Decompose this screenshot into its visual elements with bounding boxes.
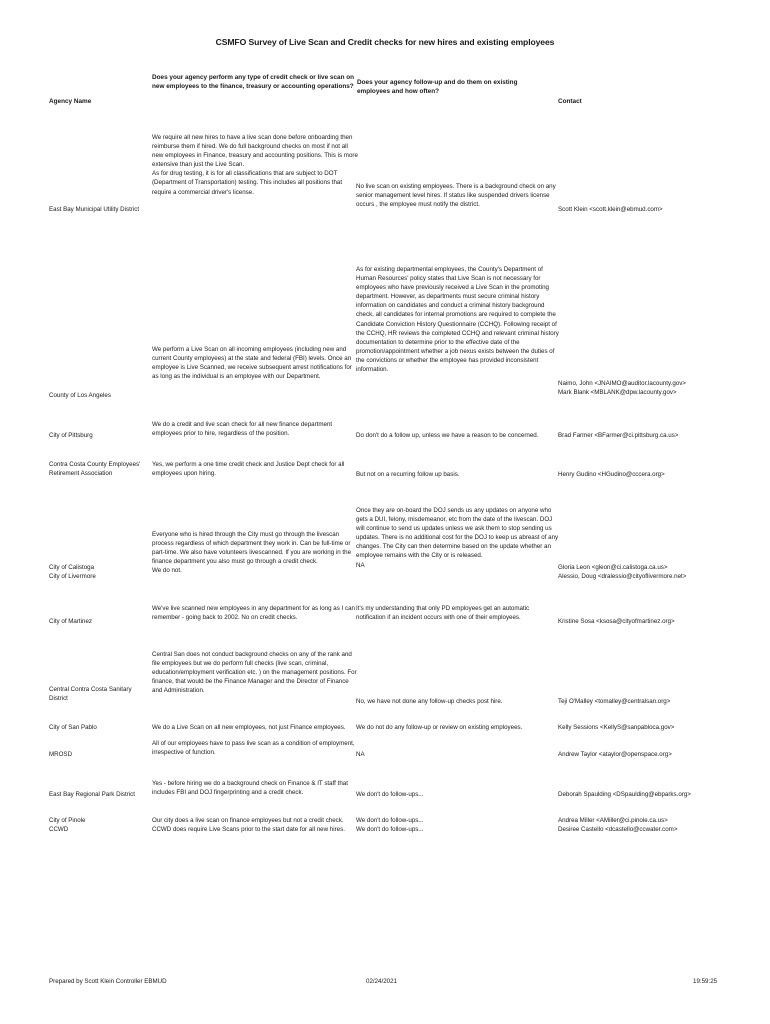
row-pinole-ccwd-q2: We don't do follow-ups... We don't do follow-ups... <box>356 817 424 834</box>
row-la-q1: We perform a Live Scan on all incoming employees (including new and current County employees) at the state and federal (FBI) levels. Once an employee is Live Scanned, we receive subsequent arrest notifications for as long as the individual is an employee with our Department. <box>152 346 352 381</box>
row-cccera-agency: Contra Costa County Employees' Retirement Association <box>49 461 141 478</box>
row-ebmud-q2: No live scan on existing employees. There is a background check on any senior management level hires. If status like suspended drivers license occurs , the employee must notify the district. <box>356 183 556 209</box>
row-ebmud-contact: Scott Klein <scott.klein@ebmud.com> <box>558 206 663 213</box>
row-martinez-q1: We've live scanned new employees in any department for as long as I can remember - going back to 2002. No on credit checks. <box>152 605 355 622</box>
header-question-1: Does your agency perform any type of credit check or live scan on new employees to the finance, treasury or accounting operations? <box>152 74 355 90</box>
row-centralsan-contact: Teji O'Malley <tomalley@centralsan.org> <box>558 698 671 705</box>
row-ebrpd-contact: Deborah Spaulding <DSpaulding@ebparks.org> <box>558 791 691 798</box>
row-calistoga-livermore-q1: Everyone who is hired through the City must go through the livescan process regardless of which department they work in. Can be full-time or part-time. We also have volunteers livescanned. If you are working in the finance department you also must go through a credit check. We do not. <box>152 531 352 575</box>
row-centralsan-q2: No, we have not done any follow-up checks post hire. <box>356 698 503 705</box>
row-ebmud-q1: We require all new hires to have a live scan done before onboarding then reimburse them if hired. We do full background checks on most if not all new employees in Finance, treasury and accounting positions. This is more extensive than just the Live Scan. As for drug testing, it is for all classifications that are subject to DOT (Department of Transportation) testing. This includes all positions that require a commercial driver's license. <box>152 134 358 196</box>
row-martinez-agency: City of Martinez <box>49 618 92 625</box>
row-pittsburg-q1: We do a credit and live scan check for all new finance department employees prior to hire, regardless of the position. <box>152 421 333 438</box>
row-cccera-q1: Yes, we perform a one time credit check and Justice Dept check for all employees upon hiring. <box>152 461 345 478</box>
row-martinez-q2: It's my understanding that only PD employees get an automatic notification if an incident occurs with one of their employees. <box>356 605 530 622</box>
row-sanpablo-agency: City of San Pablo <box>49 724 97 731</box>
footer-date: 02/24/2021 <box>366 978 397 985</box>
row-sanpablo-q2: We do not do any follow-up or review on existing employees. <box>356 724 523 731</box>
row-pittsburg-contact: Brad Farmer <BFarmer@ci.pittsburg.ca.us> <box>558 432 679 439</box>
row-cccera-q2: But not on a recurring follow up basis. <box>356 471 460 478</box>
row-sanpablo-q1: We do a Live Scan on all new employees, not just Finance employees. <box>152 724 346 731</box>
header-contact: Contact <box>558 98 582 105</box>
row-ebmud-agency: East Bay Municipal Utility District <box>49 206 140 213</box>
row-sanpablo-contact: Kelly Sessions <KellyS@sanpabloca.gov> <box>558 724 675 731</box>
row-la-agency: County of Los Angeles <box>49 392 111 399</box>
row-ebrpd-q2: We don't do follow-ups... <box>356 791 424 798</box>
row-mrosd-agency: MROSD <box>49 751 73 758</box>
row-mrosd-q1: All of our employees have to pass live scan as a condition of employment, irrespective of function. <box>152 740 355 757</box>
row-cccera-contact: Henry Gudino <HGudino@cccera.org> <box>558 471 665 478</box>
page-title: CSMFO Survey of Live Scan and Credit checks for new hires and existing employees <box>215 37 555 47</box>
row-calistoga-livermore-contact: Gloria Leon <gleon@ci.calistoga.ca.us> Alessio, Doug <dralessio@cityoflivermore.net> <box>558 564 687 581</box>
row-martinez-contact: Kristine Sosa <ksosa@cityofmartinez.org> <box>558 618 675 625</box>
row-pinole-ccwd-agency: City of Pinole CCWD <box>49 817 86 834</box>
row-la-q2: As for existing departmental employees, the County's Department of Human Resources' policy states that Live Scan is not necessary for employees who have previously received a Live Scan in the promoting department. However, as departments must secure criminal history information on candidates and conduct a criminal history background check, all candidates for internal promotions are required to complete the Candidate Conviction History Questionnaire (CCHQ). Following receipt of the CCHQ, HR reviews the completed CCHQ and relevant criminal history documentation to determine prior to the effective date of the promotion/appointment whether a job nexus exists between the duties of the convictions or whether the employee has provided inconsistent information. <box>356 266 559 374</box>
row-mrosd-q2: NA <box>356 751 365 758</box>
row-centralsan-agency: Central Contra Costa Sanitary District <box>49 686 132 703</box>
row-la-contact: Naimo, John <JNAIMO@auditor.lacounty.gov> Mark Blank <MBLANK@dpw.lacounty.gov> <box>558 380 686 397</box>
row-pinole-ccwd-contact: Andrea Miller <AMiller@ci.pinole.ca.us> Desiree Castello <dcastello@ccwater.com> <box>558 817 678 834</box>
row-pittsburg-q2: Do don't do a follow up, unless we have a reason to be concerned. <box>356 432 539 439</box>
row-pittsburg-agency: City of Pittsburg <box>49 432 93 439</box>
header-question-2: Does your agency follow-up and do them on existing employees and how often? <box>357 79 518 95</box>
row-centralsan-q1: Central San does not conduct background checks on any of the rank and file employees but we do perform full checks (live scan, criminal, education/employment verification etc. ) on the management positions. For finance, that would be the Finance Manager and the Director of Finance and Administration. <box>152 651 357 695</box>
row-mrosd-contact: Andrew Taylor <ataylor@openspace.org> <box>558 751 672 758</box>
row-ebrpd-q1: Yes - before hiring we do a background check on Finance & IT staff that includes FBI and DOJ fingerprinting and a credit check. <box>152 780 348 797</box>
row-pinole-ccwd-q1: Our city does a live scan on finance employees but not a credit check. CCWD does require Live Scans prior to the start date for all new hires. <box>152 817 345 834</box>
row-calistoga-livermore-q2: Once they are on-board the DOJ sends us any updates on anyone who gets a DUI, felony, misdemeanor, etc from the date of the livescan. DOJ will continue to send us updates unless we ask them to stop sending us updates. There is no additional cost for the DOJ to keep us abreast of any changes. The City can then determine based on the update whether an employee remains with the City or is released. NA <box>356 507 559 569</box>
footer-prepared-by: Prepared by Scott Klein Controller EBMUD <box>49 978 167 985</box>
row-ebrpd-agency: East Bay Regional Park District <box>49 791 135 798</box>
row-calistoga-livermore-agency: City of Calistoga City of Livermore <box>49 564 96 581</box>
header-agency-name: Agency Name <box>49 98 92 105</box>
footer-time: 19:59:25 <box>693 978 718 985</box>
